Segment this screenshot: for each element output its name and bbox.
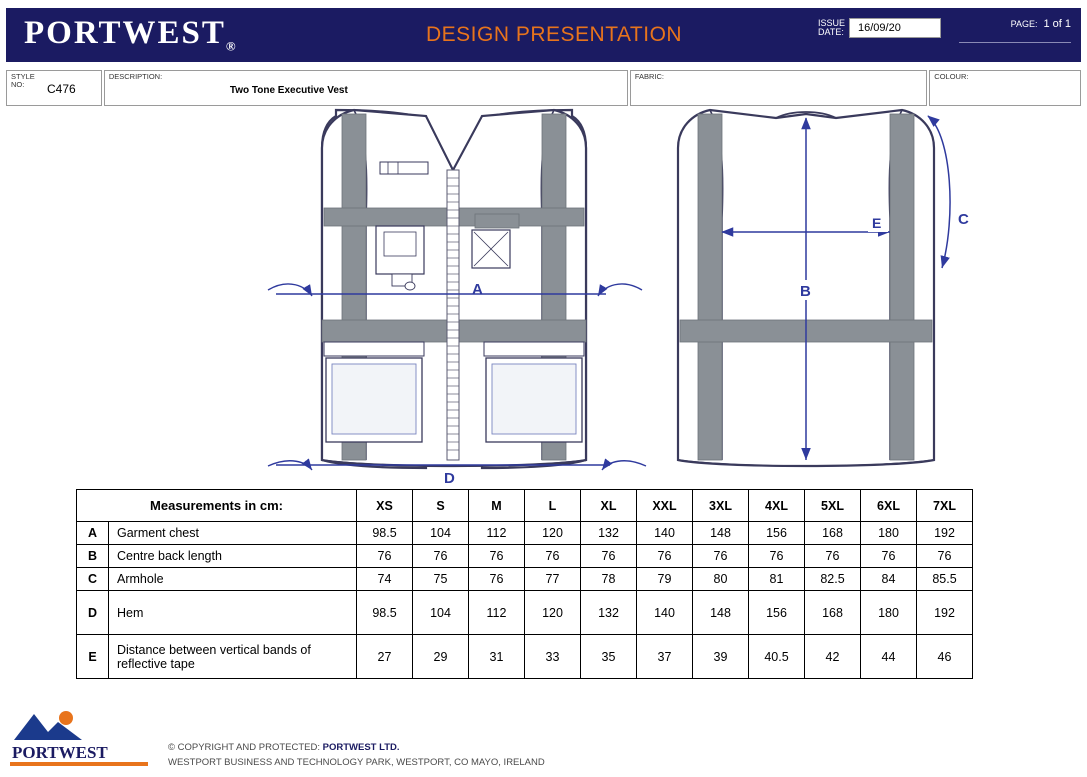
callout-b-label: B xyxy=(800,283,811,300)
brand-name: PORTWEST xyxy=(24,15,226,52)
cell-value: 79 xyxy=(637,568,693,591)
cell-value: 44 xyxy=(861,635,917,679)
page-number-group xyxy=(1011,18,1071,30)
table-header-row xyxy=(77,490,973,522)
table-row xyxy=(77,635,973,679)
front-left-lower-pocket-inner xyxy=(332,364,416,434)
cell-value: 37 xyxy=(637,635,693,679)
cell-value: 75 xyxy=(413,568,469,591)
cell-value: 29 xyxy=(413,635,469,679)
size-header-6xl: 6XL xyxy=(861,490,917,522)
cell-value: 148 xyxy=(693,591,749,635)
cell-value: 40.5 xyxy=(749,635,805,679)
back-right-vertical-tape xyxy=(890,114,914,460)
cell-value: 82.5 xyxy=(805,568,861,591)
row-name: Centre back length xyxy=(109,545,357,568)
cell-value: 168 xyxy=(805,522,861,545)
size-header-7xl: 7XL xyxy=(917,490,973,522)
cell-value: 81 xyxy=(749,568,805,591)
cell-value: 140 xyxy=(637,591,693,635)
table-row xyxy=(77,591,973,635)
cell-value: 46 xyxy=(917,635,973,679)
fabric-label: FABRIC: xyxy=(634,72,665,81)
row-letter: E xyxy=(77,635,109,679)
size-header-3xl: 3XL xyxy=(693,490,749,522)
cell-value: 78 xyxy=(581,568,637,591)
garment-technical-drawing xyxy=(6,108,1081,486)
registered-mark: ® xyxy=(225,38,236,54)
size-header-xxl: XXL xyxy=(637,490,693,522)
description-field[interactable] xyxy=(104,70,628,106)
technical-drawing-area xyxy=(6,108,1081,486)
cell-value: 76 xyxy=(413,545,469,568)
cell-value: 192 xyxy=(917,591,973,635)
callout-c-label: C xyxy=(958,211,969,228)
cell-value: 35 xyxy=(581,635,637,679)
callout-a-label: A xyxy=(472,281,483,298)
footer-copyright-prefix: © COPYRIGHT AND PROTECTED: xyxy=(168,742,323,753)
footer-company-name: PORTWEST LTD. xyxy=(322,742,400,753)
cell-value: 76 xyxy=(749,545,805,568)
page-underline xyxy=(959,42,1071,43)
front-right-chest-flap xyxy=(475,214,519,228)
fabric-field[interactable] xyxy=(630,70,927,106)
row-letter: A xyxy=(77,522,109,545)
cell-value: 39 xyxy=(693,635,749,679)
page-footer xyxy=(0,700,1087,777)
cell-value: 140 xyxy=(637,522,693,545)
row-name: Armhole xyxy=(109,568,357,591)
colour-label: COLOUR: xyxy=(934,72,969,81)
cell-value: 76 xyxy=(637,545,693,568)
footer-copyright xyxy=(168,740,545,770)
info-bar xyxy=(6,70,1081,106)
sun-icon xyxy=(59,711,73,725)
row-letter: C xyxy=(77,568,109,591)
colour-field[interactable] xyxy=(929,70,1081,106)
cell-value: 42 xyxy=(805,635,861,679)
cell-value: 98.5 xyxy=(357,522,413,545)
row-letter: B xyxy=(77,545,109,568)
style-no-label xyxy=(11,73,35,89)
footer-copyright-line1 xyxy=(168,740,545,755)
issue-date-group xyxy=(818,18,941,38)
row-name: Garment chest xyxy=(109,522,357,545)
cell-value: 84 xyxy=(861,568,917,591)
cell-value: 76 xyxy=(805,545,861,568)
cell-value: 76 xyxy=(469,545,525,568)
size-header-xs: XS xyxy=(357,490,413,522)
cell-value: 80 xyxy=(693,568,749,591)
size-header-s: S xyxy=(413,490,469,522)
page-header xyxy=(6,8,1081,62)
cell-value: 76 xyxy=(917,545,973,568)
front-view xyxy=(322,110,586,468)
front-right-lower-pocket-inner xyxy=(492,364,576,434)
measurements-table xyxy=(76,489,973,679)
callout-e-label: E xyxy=(872,215,882,231)
page-value: 1 of 1 xyxy=(1043,18,1071,30)
style-no-field[interactable] xyxy=(6,70,102,106)
cell-value: 112 xyxy=(469,591,525,635)
issue-date-label-line2: DATE: xyxy=(817,27,844,37)
cell-value: 76 xyxy=(525,545,581,568)
size-header-m: M xyxy=(469,490,525,522)
issue-date-label-line1: ISSUE xyxy=(817,17,845,28)
cell-value: 74 xyxy=(357,568,413,591)
page-label: PAGE: xyxy=(1010,19,1038,29)
size-header-l: L xyxy=(525,490,581,522)
cell-value: 76 xyxy=(693,545,749,568)
style-no-label-line1: STYLE xyxy=(11,72,35,81)
row-name: Hem xyxy=(109,591,357,635)
page-title: DESIGN PRESENTATION xyxy=(426,23,683,46)
cell-value: 76 xyxy=(357,545,413,568)
description-label: DESCRIPTION: xyxy=(108,72,163,81)
front-pen-pocket xyxy=(380,162,428,174)
style-no-label-line2: NO: xyxy=(11,79,25,89)
front-zipper xyxy=(447,170,459,460)
size-header-xl: XL xyxy=(581,490,637,522)
brand-logo xyxy=(6,15,236,55)
front-id-pocket xyxy=(376,226,424,274)
cell-value: 76 xyxy=(861,545,917,568)
cell-value: 132 xyxy=(581,591,637,635)
cell-value: 27 xyxy=(357,635,413,679)
size-header-5xl: 5XL xyxy=(805,490,861,522)
cell-value: 132 xyxy=(581,522,637,545)
cell-value: 104 xyxy=(413,591,469,635)
footer-logo-text: PORTWEST xyxy=(12,743,108,762)
cell-value: 85.5 xyxy=(917,568,973,591)
cell-value: 180 xyxy=(861,522,917,545)
issue-date-value[interactable]: 16/09/20 xyxy=(849,18,941,38)
cell-value: 180 xyxy=(861,591,917,635)
cell-value: 31 xyxy=(469,635,525,679)
cell-value: 98.5 xyxy=(357,591,413,635)
footer-logo xyxy=(8,706,150,768)
cell-value: 148 xyxy=(693,522,749,545)
size-header-4xl: 4XL xyxy=(749,490,805,522)
cell-value: 104 xyxy=(413,522,469,545)
cell-value: 112 xyxy=(469,522,525,545)
front-right-lower-flap xyxy=(484,342,584,356)
cell-value: 77 xyxy=(525,568,581,591)
description-value: Two Tone Executive Vest xyxy=(229,85,348,96)
cell-value: 192 xyxy=(917,522,973,545)
table-row xyxy=(77,545,973,568)
row-name: Distance between vertical bands of reflective tape xyxy=(109,635,357,679)
callout-d-label: D xyxy=(444,470,455,486)
row-letter: D xyxy=(77,591,109,635)
footer-address-line: WESTPORT BUSINESS AND TECHNOLOGY PARK, WESTPORT, CO MAYO, IRELAND xyxy=(168,757,545,769)
cell-value: 156 xyxy=(749,591,805,635)
cell-value: 76 xyxy=(469,568,525,591)
cell-value: 168 xyxy=(805,591,861,635)
table-title: Measurements in cm: xyxy=(77,490,357,522)
back-left-vertical-tape xyxy=(698,114,722,460)
footer-logo-rule xyxy=(10,762,148,766)
table-row xyxy=(77,568,973,591)
cell-value: 120 xyxy=(525,522,581,545)
front-left-lower-flap xyxy=(324,342,424,356)
issue-date-label xyxy=(818,19,845,38)
table-row xyxy=(77,522,973,545)
cell-value: 33 xyxy=(525,635,581,679)
front-id-button xyxy=(405,282,415,290)
dimension-d-hem xyxy=(268,461,646,486)
cell-value: 76 xyxy=(581,545,637,568)
cell-value: 156 xyxy=(749,522,805,545)
style-no-value: C476 xyxy=(47,82,76,96)
cell-value: 120 xyxy=(525,591,581,635)
